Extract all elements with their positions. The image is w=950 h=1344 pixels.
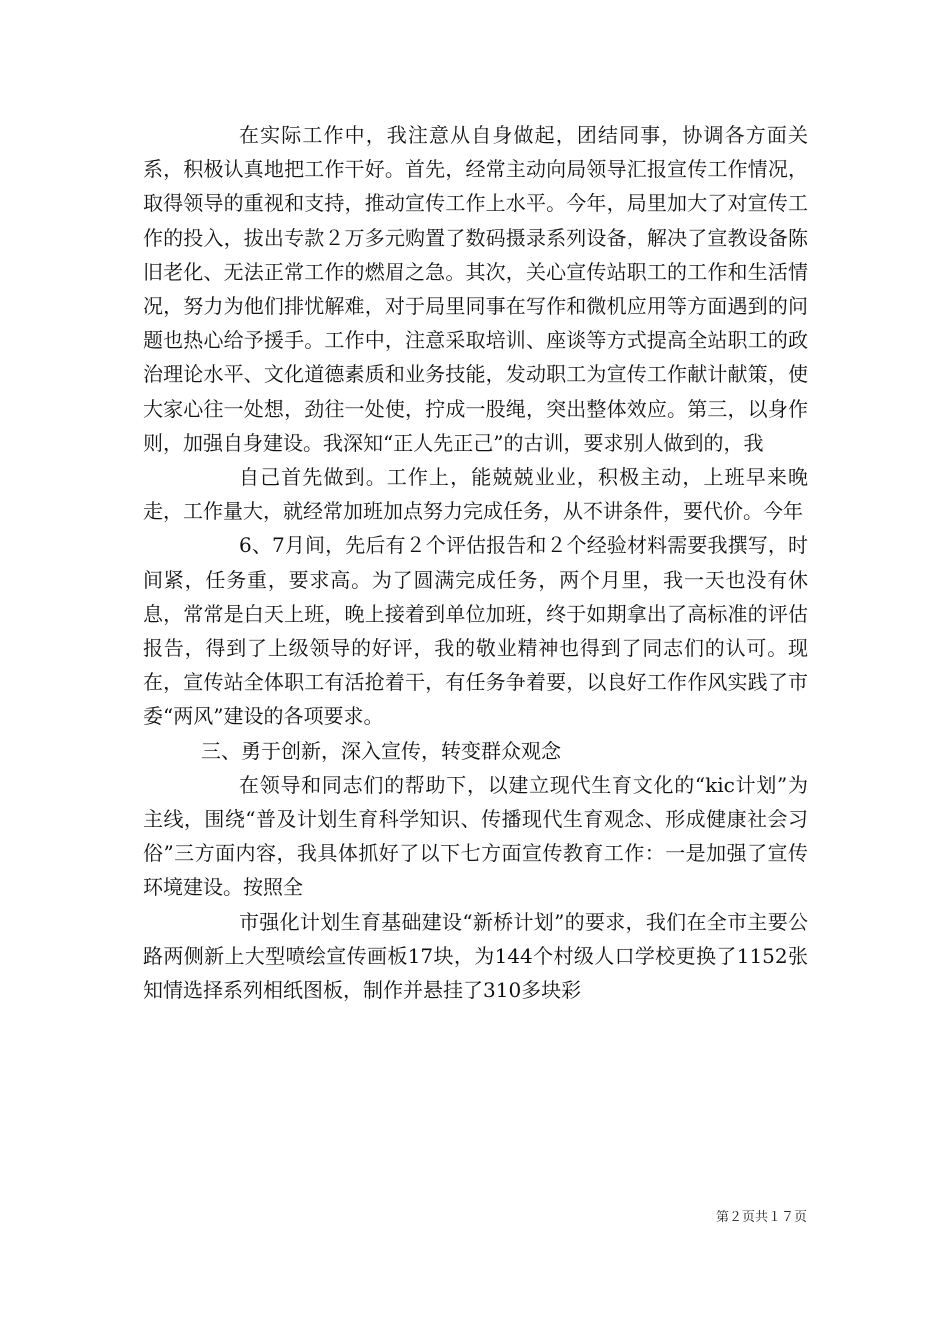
page-number: 第２页共１７页 bbox=[715, 1210, 807, 1225]
paragraph-3: 6、7月间，先后有２个评估报告和２个经验材料需要我撰写，时间紧，任务重，要求高。为了圆满完成任务，两个月里，我一天也没有休息，常常是白天上班，晚上接着到单位加班，终于如期拿出了高标准的评估报告，得到了上级领导的好评，我的敬业精神也得到了同志们的认可。现在，宣传站全体职工有活抢着干，有任务争着要，以良好工作作风实践了市委“两风”建设的各项要求。 bbox=[143, 533, 808, 729]
paragraph-2: 自己首先做到。工作上，能兢兢业业，积极主动，上班早来晚走，工作量大，就经常加班加点努力完成任务，从不讲条件，要代价。今年 bbox=[143, 465, 808, 524]
paragraph-5: 市强化计划生育基础建设“新桥计划”的要求，我们在全市主要公路两侧新上大型喷绘宣传画板17块，为144个村级人口学校更换了1152张知情选择系列相纸图板，制作并悬挂了310多块彩 bbox=[143, 909, 808, 1003]
paragraph-4: 在领导和同志们的帮助下，以建立现代生育文化的“kic计划”为主线，围绕“普及计划生育科学知识、传播现代生育观念、形成健康社会习俗”三方面内容，我具体抓好了以下七方面宣传教育工作：一是加强了宣传环境建设。按照全 bbox=[143, 772, 808, 900]
body-text bbox=[143, 118, 808, 1007]
section-heading: 三、勇于创新，深入宣传，转变群众观念 bbox=[201, 738, 561, 763]
paragraph-1: 在实际工作中，我注意从自身做起，团结同事，协调各方面关系，积极认真地把工作干好。首先，经常主动向局领导汇报宣传工作情况，取得领导的重视和支持，推动宣传工作上水平。今年，局里加大了对宣传工作的投入，拔出专款２万多元购置了数码摄录系列设备，解决了宣教设备陈旧老化、无法正常工作的燃眉之急。其次，关心宣传站职工的工作和生活情况，努力为他们排忧解难，对于局里同事在写作和微机应用等方面遇到的问题也热心给予援手。工作中，注意采取培训、座谈等方式提高全站职工的政治理论水平、文化道德素质和业务技能，发动职工为宣传工作献计献策，使大家心往一处想，劲往一处使，拧成一股绳，突出整体效应。第三，以身作则，加强自身建设。我深知“正人先正己”的古训，要求别人做到的，我 bbox=[143, 123, 808, 455]
